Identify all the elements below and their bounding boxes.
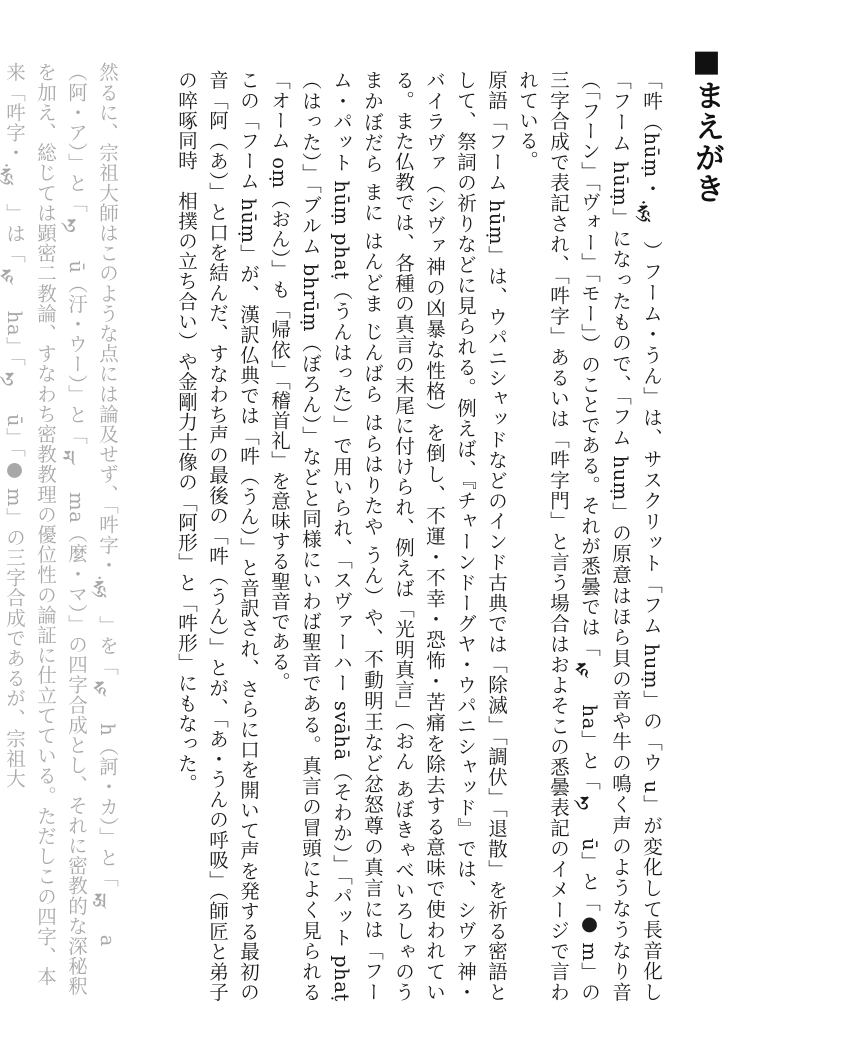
faded-paragraph: 然るに、宗祖大師はこのような点には論及せず、「吽字・𑖮𑖳𑖽」を「𑖮 h（訶・カ）」と「𑖀 a（阿・ア）」と「𑖄 ū（汙・ウー）」と「𑖦 ma（麼・マ）」の四字合成とし、それに密教的な深秘釈を加え、総じては顕密二教論、すなわち密教教理の優位性の論証に仕立てている。ただしこの四字、本来「吽字・𑖮𑖳𑖽」は「𑖮 ha」「𑖄 ū」「● m」の三字合成であるが、宗祖大	[3, 62, 119, 997]
paragraph-3: この「フーム hūṃ」が、漢訳仏典では「吽（うん）」と音訳され、さらに口を開いて声を発する最初の音「阿（あ）」と口を結んだ、すなわち声の最後の「吽（うん）」とが、「あ・うんの呼吸」（師匠と弟子の啐啄同時 相撲の立ち合い）や金剛力士像の「阿形」と「吽形」にもなった。	[175, 70, 260, 1002]
body-text	[107, 70, 667, 1002]
paragraph-1: 「吽（hūṃ・𑖮𑖳𑖽）フーム・うん」は、サスクリット「フム huṃ」の「ウ u」が変化して長音化し「フーム hūṃ」になったもので、「フム huṃ」の原意はほら貝の音や牛の鳴く声のようなうなり音（「フーン」「ヴォー」「モー」）のことである。それが悉曇では「𑖮 ha」と「𑖄 ū」と「● m」の三字合成で表記され、「吽字」あるいは「吽字門」と言う場合はおよそこの悉曇表記のイメージで言われている。	[516, 70, 663, 1002]
paragraph-2: 原語「フーム hūṃ」は、ウパニシャッドなどのインド古典では「除滅」「調伏」「退散」を祈る密語として、祭詞の祈りなどに見られる。例えば、『チャーンドーグヤ・ウパニシャッド』では、シヴァ神・バイラヴァ（シヴァ神の凶暴な性格）を倒し、不運・不幸・恐怖・苦痛を除去する意味で使われている。また仏教では、各種の真言の末尾に付けられ、例えば「光明真言」（おん あぼきゃべいろしゃのう まかぼだら まに はんどま じんばら はらはりたや うん）や、不動明王など忿怒尊の真言には「フーム・パット hūṃ phaṭ（うんはった）」で用いられ、「スヴァーハー svāhā（そわか）」「パット phaṭ（はった）」「ブルム bhrūṃ（ぼろん）」などと同様にいわば聖音である。真言の冒頭によく見られる「オーム oṃ（おん）」も「帰依」「稽首礼」を意味する聖音である。	[268, 70, 508, 1002]
faded-continuation-text	[3, 62, 123, 1002]
page-title: ■まえがき	[689, 44, 724, 204]
